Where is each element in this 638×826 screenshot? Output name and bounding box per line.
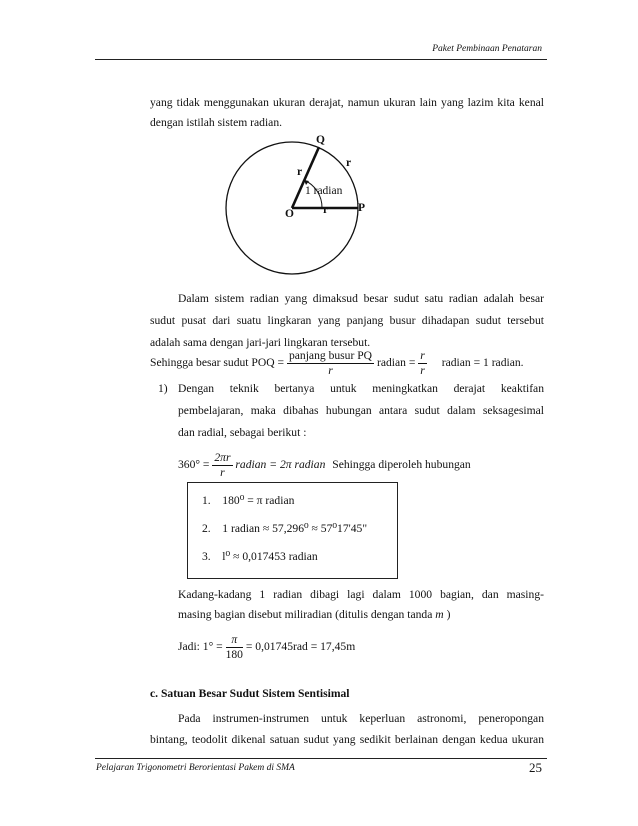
running-footer: Pelajaran Trigonometri Berorientasi Pakem di SMA — [96, 763, 295, 773]
miliradian-symbol: m — [435, 608, 444, 621]
label-r-arc: r — [346, 157, 352, 169]
page-number: 25 — [529, 760, 542, 775]
box-row-1-text: 180⁰ = π radian — [222, 494, 295, 507]
item1-line-2: pembelajaran, maka dibahas hubungan antara sudut dalam seksagesimal — [178, 404, 544, 417]
formula-jadi — [178, 633, 355, 662]
intro-line-2: dengan istilah sistem radian. — [150, 116, 283, 129]
formula-poq-prefix: Sehingga besar sudut POQ = — [150, 356, 285, 370]
formula-360-tail: Sehingga diperoleh hubungan — [332, 458, 471, 472]
label-q: Q — [316, 134, 325, 146]
item1-line-3: dan radial, sebagai berikut : — [178, 426, 307, 439]
item1-line-1: Dengan teknik bertanya untuk meningkatkan derajat keaktifan — [178, 382, 544, 395]
fraction-pi-den: 180 — [225, 648, 243, 661]
fraction-r-over-r — [418, 349, 427, 378]
fraction2-num: r — [420, 349, 425, 362]
fraction-arc-over-r — [287, 349, 374, 378]
fraction-pi-over-180 — [226, 633, 243, 662]
fraction-num: panjang busur PQ — [288, 349, 373, 362]
label-o: O — [285, 208, 294, 220]
section-line-2: bintang, teodolit dikenal satuan sudut yang sedikit berlainan dengan kedua ukuran — [150, 733, 544, 746]
box-row-3-text: l⁰ ≈ 0,017453 radian — [222, 550, 318, 563]
para2-line-2a: masing bagian disebut miliradian (ditulis dengan tanda — [178, 608, 433, 621]
box-row-3-no: 3. — [202, 550, 211, 563]
para1-line-3: adalah sama dengan jari-jari lingkaran tersebut. — [150, 336, 371, 349]
box-row-2 — [202, 521, 367, 535]
footer-rule — [95, 758, 547, 759]
formula-poq — [150, 349, 524, 378]
fraction-2pir-num: 2πr — [214, 451, 231, 464]
formula-360-lhs: 360° = — [178, 458, 210, 472]
intro-line-1: yang tidak menggunakan ukuran derajat, namun ukuran lain yang lazim kita kenal — [150, 96, 544, 109]
running-header: Paket Pembinaan Penataran — [432, 44, 542, 54]
formula-poq-mid: radian = — [376, 356, 416, 370]
header-rule — [95, 59, 547, 60]
formula-360-rhs: radian = 2π radian — [235, 458, 326, 472]
para2-line-1: Kadang-kadang 1 radian dibagi lagi dalam 1000 bagian, dan masing- — [178, 588, 544, 601]
radian-circle-diagram — [220, 130, 380, 300]
fraction-pi-num: π — [226, 633, 243, 648]
section-line-1: Pada instrumen-instrumen untuk keperluan astronomi, peneropongan — [178, 712, 544, 725]
fraction-2pir-den: r — [220, 466, 225, 479]
para1-line-2: sudut pusat dari suatu lingkaran yang panjang busur dihadapan sudut tersebut — [150, 314, 544, 327]
formula-360 — [178, 451, 471, 480]
label-r-base: r — [323, 204, 329, 216]
box-row-1-no: 1. — [202, 494, 211, 507]
item1-marker: 1) — [158, 382, 168, 395]
label-p: P — [358, 202, 366, 214]
relations-box — [187, 482, 398, 579]
para1-line-1: Dalam sistem radian yang dimaksud besar sudut satu radian adalah besar — [178, 292, 544, 305]
para2-line-2 — [178, 605, 450, 625]
label-angle: 1 radian — [305, 185, 343, 197]
box-row-3 — [202, 549, 318, 563]
section-title: c. Satuan Besar Sudut Sistem Sentisimal — [150, 687, 350, 700]
fraction-2pir-over-r — [212, 451, 232, 480]
fraction-den: r — [328, 364, 333, 377]
formula-jadi-rhs: = 0,01745rad = 17,45m — [245, 640, 356, 654]
box-row-2-text: 1 radian ≈ 57,296⁰ ≈ 57⁰17'45" — [222, 522, 368, 535]
formula-jadi-prefix: Jadi: 1° = — [178, 640, 223, 654]
box-row-2-no: 2. — [202, 522, 211, 535]
formula-poq-suffix: radian = 1 radian. — [441, 356, 524, 370]
para2-line-2b: ) — [446, 608, 451, 621]
box-row-1 — [202, 493, 294, 507]
label-r-radius: r — [297, 166, 303, 178]
fraction2-den: r — [420, 364, 425, 377]
